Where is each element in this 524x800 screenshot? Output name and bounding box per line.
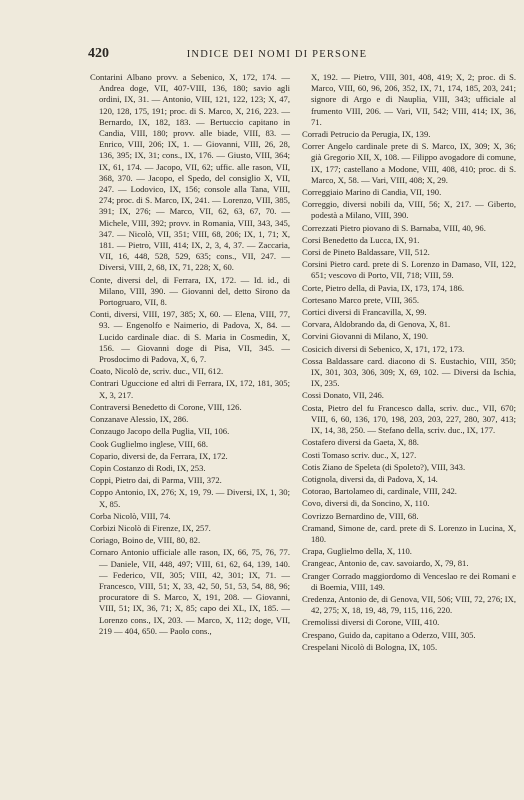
index-entry: Corvini Giovanni di Milano, X, 190. [302,331,429,342]
index-entry: Corte, Pietro della, di Pavia, IX, 173, 174, 186. [302,282,465,293]
index-entry: Corsi Benedetto da Lucca, IX, 91. [302,234,420,245]
index-entry: Conte, diversi del, di Ferrara, IX, 172. — Id. id., di Milano, VIII, 390. — Giovanni del, detto Sirono da Portogruaro, VII, 8. [90,274,290,308]
index-entry: Correr Angelo cardinale prete di S. Marco, IX, 309; X, 36; già Gregorio XII, X, 108. — Filippo avogadore di comune, IX, 177; castellano a Modone, VIII, 408, 410; proc. di S. Marco, X, 58. — Vari, VIII, 408; X, 29. [302,141,516,185]
page-number: 420 [88,46,109,61]
index-entry: Crespano, Guido da, capitano a Oderzo, VIII, 305. [302,629,476,640]
index-entry: Cortesano Marco prete, VIII, 365. [302,294,420,305]
index-entry: Cotis Ziano de Speleta (di Spoleto?), VIII, 343. [302,461,466,472]
index-entry: Cotorao, Bartolameo di, cardinale, VIII, 242. [302,486,457,497]
index-entry: Conzanave Alessio, IX, 286. [90,414,189,425]
index-entry: Cramand, Simone de, card. prete di S. Lorenzo in Lucina, X, 180. [302,522,516,544]
index-entry: Cossa Baldassare card. diacono di S. Eustachio, VIII, 350; IX, 301, 303, 306, 309; X, 69, 102. — Diversi da Ischia, IX, 235. [302,355,516,389]
index-entry: Corbizi Nicolò di Firenze, IX, 257. [90,522,211,533]
index-entry: Covrizzo Bernardino de, VIII, 68. [302,510,419,521]
index-entry: Cranger Corrado maggiordomo di Venceslao re dei Romani e di Boemia, VIII, 149. [302,570,516,592]
index-entry: Corradi Petrucio da Perugia, IX, 139. [302,129,431,140]
index-entry: Copin Costanzo di Rodi, IX, 253. [90,462,206,473]
index-entry: Credenza, Antonio de, di Genova, VII, 506; VIII, 72, 276; IX, 42, 275; X, 18, 19, 48, 79, 115, 116, 220. [302,593,516,616]
index-entry: Copario, diversi de, da Ferrara, IX, 172. [90,450,228,461]
index-entry: Corba Nicolò, VIII, 74. [90,510,171,521]
index-entry: Coppo Antonio, IX, 276; X, 19, 79. — Diversi, IX, 1, 30; X, 85. [90,487,290,509]
index-entry: Coppi, Pietro dai, di Parma, VIII, 372. [90,475,222,486]
index-entry: Crespelani Nicolò di Bologna, IX, 105. [302,641,438,652]
index-entry: Covo, diversi di, da Soncino, X, 110. [302,498,430,509]
index-entry: Coriago, Boino de, VIII, 80, 82. [90,535,201,546]
running-head: INDICE DEI NOMI DI PERSONE [186,49,368,60]
index-entry: Contarini Albano provv. a Sebenico, X, 172, 174. — Andrea doge, VII, 407-VIII, 136, 180; savio agli ordini, IX, 31. — Antonio, VIII, 121, 122, 123; X, 47, 120, 128, 175, 191; proc. di S. Marco, X, 216, 223. — Bernardo, IX, 182, 183. — Bertuccio capitano in Candia, VIII, 180; provv. alle biade, VIII, 83. — Enrico, VIII, 206; IX, 1. — Giovanni, VIII, 26, 28, 136, 395; IX, 31; cons., IX, 176. — Giusto, VIII, 364; IX, 61, 174. — Jacopo, VII, 62; uffic. alle rason, VII, 368, 370. — Jacopo, el Spedo, del consiglio X, VII, 247. — Lodovico, IX, 156; console alla Tana, VIII, 274; proc. di S. Marco, IX, 241. — Lorenzo, VIII, 385, 391; IX, 276; — Marco, VII, 62, 63, 67, 70. — Michele, VIII, 392; provv. in Romania, VIII, 343, 345, 347. — Nicolò, VII, 351; VIII, 68, 206; IX, 1, 71; X, 181. — Pietro, VIII, 414; IX, 2, 3, 4, 37. — Zaccaria, VII, 16, 448, 528, 529, 635; cons., VII, 247. — Diversi, VIII, 2, 68, IX, 71, 228; X, 60. [90,72,290,273]
index-entry: Coato, Nicolò de, scriv. duc., VII, 612. [90,366,224,377]
index-entry: Costi Tomaso scriv. duc., X, 127. [302,449,417,460]
index-entry: Crapa, Guglielmo della, X, 110. [302,546,412,557]
index-entry: Correzzati Pietro piovano di S. Barnaba, VIII, 40, 96. [302,222,486,233]
index-entry-continued: X, 192. — Pietro, VIII, 301, 408, 419; X, 2; proc. di S. Marco, VIII, 60, 96, 206, 352, IX, 71, 174, 185, 203, 241; signore di Argo e di Nauplia, VIII, 343; ufficiale al frumento VIII, 206. — Vari, VII, 542; VIII, 414; IX, 36, 71. [311,72,516,127]
index-entry: Conti, diversi, VIII, 197, 385; X, 60. — Elena, VIII, 77, 93. — Engenolfo e Naimerio, di Padova, X, 84. — Lucido cardinale diac. di S. Maria in Cosmedin, X, 156. — Giovanni doge di Pisa, VII, 345. — Prosdocimo di Padova, X, 6, 7. [90,309,290,365]
index-entry: Cremolissi diversi di Corone, VIII, 410. [302,617,440,628]
index-entry: Costafero diversi da Gaeta, X, 88. [302,437,419,448]
index-entry: Cortici diversi di Francavilla, X, 99. [302,307,427,318]
index-entry: Cornaro Antonio ufficiale alle rason, IX, 66, 75, 76, 77. — Daniele, VII, 448, 497; VIII, 61, 62, 64, 139, 140. — Federico, VII, 305; VIII, 42, 301; IX, 71. — Francesco, VIII, 51; X, 33, 42, 50, 51, 53, 54, 88, 96; procuratore di S. Marco, X, 191, 208. — Giovanni, VIII, 51; IX, 36, 71; X, 85; capo dei XL, IX, 185. — Lorenzo cons., IX, 203. — Marco, X, 112; doge, VII, 219 — 404, 650. — Paolo cons., [90,547,290,636]
index-entry: Cotignola, diversi da, di Padova, X, 14. [302,473,438,484]
index-entry: Crangeac, Antonio de, cav. savoiardo, X, 79, 81. [302,558,469,569]
index-entry: Contrari Uguccione ed altri di Ferrara, IX, 172, 181, 305; X, 3, 217. [90,378,290,400]
index-entry: Cosicich diversi di Sebenico, X, 171, 172, 173. [302,343,465,354]
index-entry: Costa, Pietro del fu Francesco dalla, scriv. duc., VII, 670; VIII, 6, 60, 136, 170, 198, 203, 203, 227, 280, 307, 413; IX, 14, 38, 250. — Stefano della, scriv. duc., IX, 177. [302,402,516,436]
right-column [302,72,516,654]
left-column [90,72,290,638]
index-entry: Cook Guglielmo inglese, VIII, 68. [90,438,208,449]
index-entry: Corsini Pietro card. prete di S. Lorenzo in Damaso, VII, 122, 651; vescovo di Porto, VII, 718; VIII, 59. [302,259,516,281]
index-entry: Correggio, diversi nobili da, VIII, 56; X, 217. — Giberto, podestà a Milano, VIII, 390. [302,199,516,221]
index-entry: Conzaugo Jacopo della Puglia, VII, 106. [90,426,230,437]
index-entry: Contraversi Benedetto di Corone, VIII, 126. [90,401,242,412]
index-entry: Cossi Donato, VII, 246. [302,390,384,401]
index-entry: Corsi de Pineto Baldassare, VII, 512. [302,247,430,258]
page-header [88,46,466,62]
index-entry: Correggiaio Marino di Candia, VII, 190. [302,187,442,198]
index-entry: Corvara, Aldobrando da, di Genova, X, 81. [302,319,451,330]
